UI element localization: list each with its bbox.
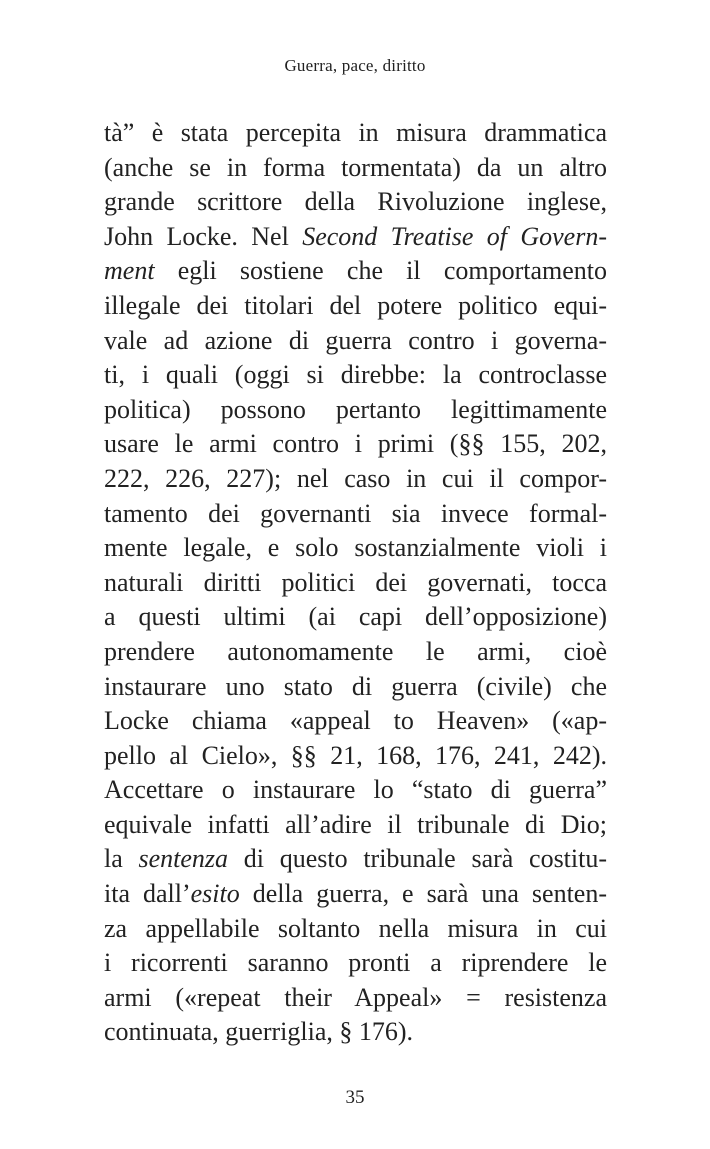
text-segment: Locke chiama «appeal to Heaven» («ap- (104, 706, 607, 736)
text-line (104, 116, 607, 151)
text-line (104, 324, 607, 359)
text-segment: tà” è stata percepita in misura drammatica (104, 118, 607, 147)
text-line (104, 462, 607, 497)
text-segment: illegale dei titolari del potere politico equi- (104, 290, 607, 320)
body-paragraph (104, 116, 607, 1050)
text-line (104, 358, 607, 393)
text-line (104, 1015, 607, 1050)
text-line (104, 670, 607, 705)
italic-text: sentenza (138, 844, 229, 874)
text-line (104, 531, 607, 566)
text-segment: John Locke. Nel (104, 221, 303, 251)
text-segment: grande scrittore della Rivoluzione inglese, (104, 187, 607, 217)
text-segment: i ricorrenti saranno pronti a riprendere le (104, 948, 607, 978)
text-line (104, 185, 607, 220)
text-segment: ti, i quali (oggi si direbbe: la controclasse (104, 360, 607, 390)
text-line (104, 393, 607, 428)
text-line (104, 635, 607, 670)
text-segment: prendere autonomamente le armi, cioè (104, 636, 607, 666)
text-segment: instaurare uno stato di guerra (civile) che (104, 671, 607, 701)
text-segment: egli sostiene che il comportamento (154, 256, 607, 286)
text-segment: della guerra, e sarà una senten- (239, 879, 607, 909)
text-line (104, 842, 607, 877)
text-line (104, 912, 607, 947)
text-segment: equivale infatti all’adire il tribunale di Dio; (104, 809, 607, 839)
text-segment: vale ad azione di guerra contro i governa- (104, 325, 607, 355)
text-line (104, 704, 607, 739)
running-head: Guerra, pace, diritto (284, 56, 426, 75)
text-segment: tamento dei governanti sia invece formal- (104, 498, 607, 528)
text-segment: pello al Cielo», §§ 21, 168, 176, 241, 242). (104, 740, 607, 770)
text-segment: (anche se in forma tormentata) da un altro (104, 152, 607, 182)
text-line (104, 289, 607, 324)
text-line (104, 808, 607, 843)
text-line (104, 600, 607, 635)
text-line (104, 877, 607, 912)
italic-text: esito (190, 879, 240, 909)
text-segment: ita dall’ (104, 879, 191, 909)
text-segment: mente legale, e solo sostanzialmente violi i (104, 533, 607, 563)
text-line (104, 739, 607, 774)
text-line (104, 981, 607, 1016)
text-segment: 222, 226, 227); nel caso in cui il compor- (104, 463, 607, 493)
text-segment: a questi ultimi (ai capi dell’opposizione) (104, 602, 607, 632)
text-segment: politica) possono pertanto legittimamente (104, 394, 607, 424)
italic-text: Second Treatise of Govern- (302, 221, 608, 251)
italic-text: ment (104, 256, 155, 286)
text-segment: la (104, 844, 139, 874)
text-line (104, 946, 607, 981)
text-line (104, 773, 607, 808)
text-segment: Accettare o instaurare lo “stato di guerra” (104, 775, 607, 805)
text-segment: naturali diritti politici dei governati, tocca (104, 567, 607, 597)
text-segment: armi («repeat their Appeal» = resistenza (104, 982, 607, 1012)
page-number: 35 (345, 1087, 365, 1108)
text-segment: za appellabile soltanto nella misura in cui (104, 913, 607, 943)
text-segment: usare le armi contro i primi (§§ 155, 202, (104, 429, 607, 459)
text-line (104, 220, 607, 255)
text-line (104, 151, 607, 186)
text-line (104, 427, 607, 462)
text-line (104, 497, 607, 532)
text-segment: continuata, guerriglia, § 176). (104, 1017, 414, 1047)
text-line (104, 566, 607, 601)
text-line (104, 254, 607, 289)
text-segment: di questo tribunale sarà costitu- (228, 844, 608, 874)
